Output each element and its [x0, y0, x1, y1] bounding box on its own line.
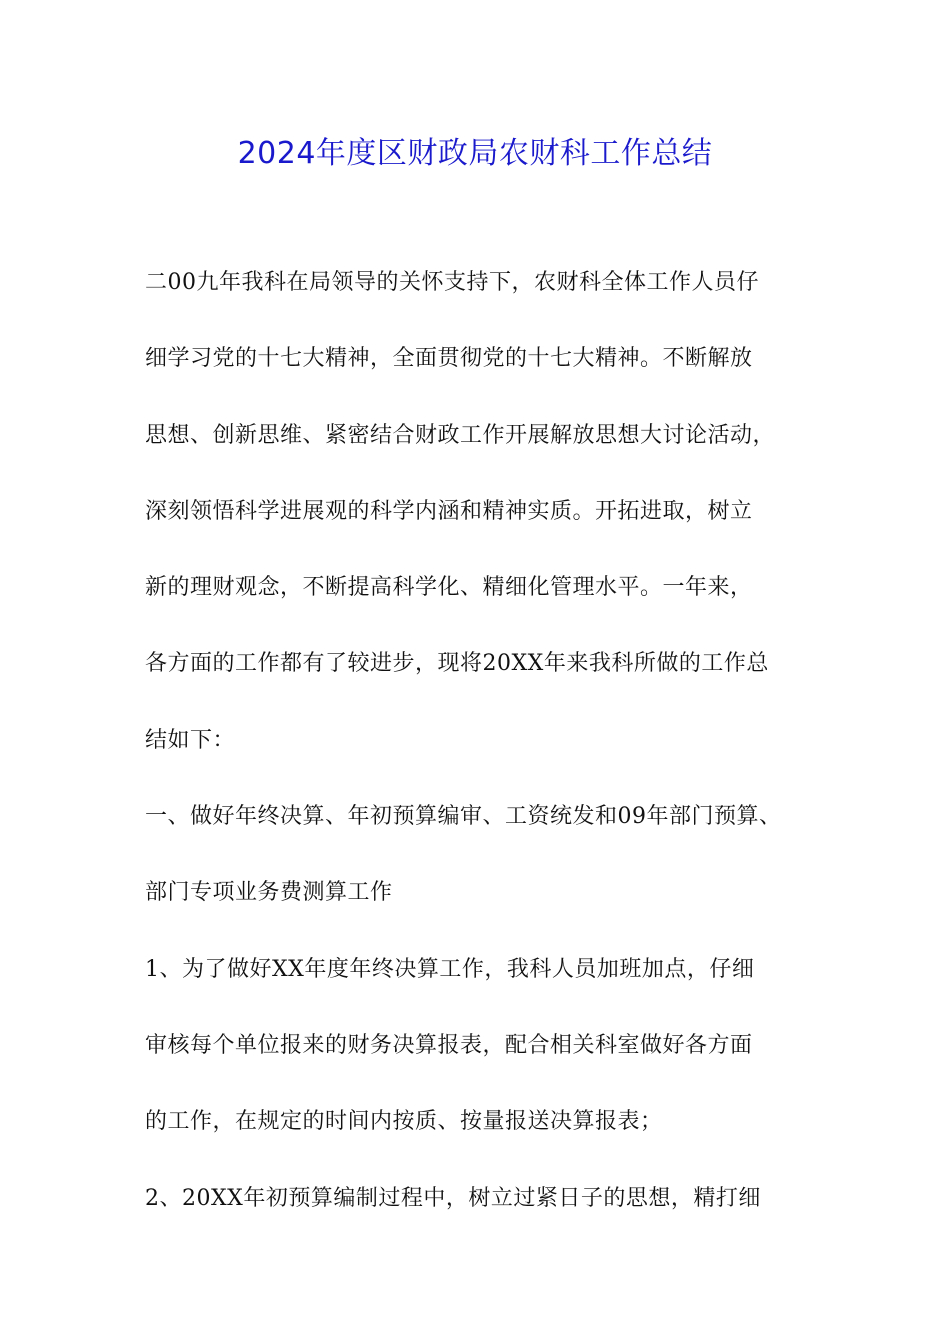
body-line: 新的理财观念，不断提高科学化、精细化管理水平。一年来，: [145, 575, 753, 601]
body-line: 2、20XX年初预算编制过程中，树立过紧日子的思想，精打细: [145, 1185, 761, 1211]
document-title: 2024年度区财政局农财科工作总结: [237, 136, 713, 171]
body-line: 深刻领悟科学进展观的科学内涵和精神实质。开拓进取，树立: [145, 498, 753, 524]
section-heading: 一、做好年终决算、年初预算编审、工资统发和09年部门预算、: [145, 804, 782, 830]
body-line: 思想、创新思维、紧密结合财政工作开展解放思想大讨论活动，: [145, 422, 776, 448]
body-line: 1、为了做好XX年度年终决算工作，我科人员加班加点，仔细: [145, 956, 755, 982]
body-line: 审核每个单位报来的财务决算报表，配合相关科室做好各方面: [145, 1032, 753, 1058]
body-line: 各方面的工作都有了较进步，现将20XX年来我科所做的工作总: [145, 651, 769, 677]
body-line: 的工作，在规定的时间内按质、按量报送决算报表；: [145, 1109, 663, 1135]
body-line: 结如下：: [145, 727, 236, 753]
body-line: 细学习党的十七大精神，全面贯彻党的十七大精神。不断解放: [145, 346, 753, 372]
section-heading: 部门专项业务费测算工作: [145, 880, 393, 906]
document-body: [145, 264, 825, 1256]
body-line: 二00九年我科在局领导的关怀支持下，农财科全体工作人员仔: [145, 270, 759, 295]
